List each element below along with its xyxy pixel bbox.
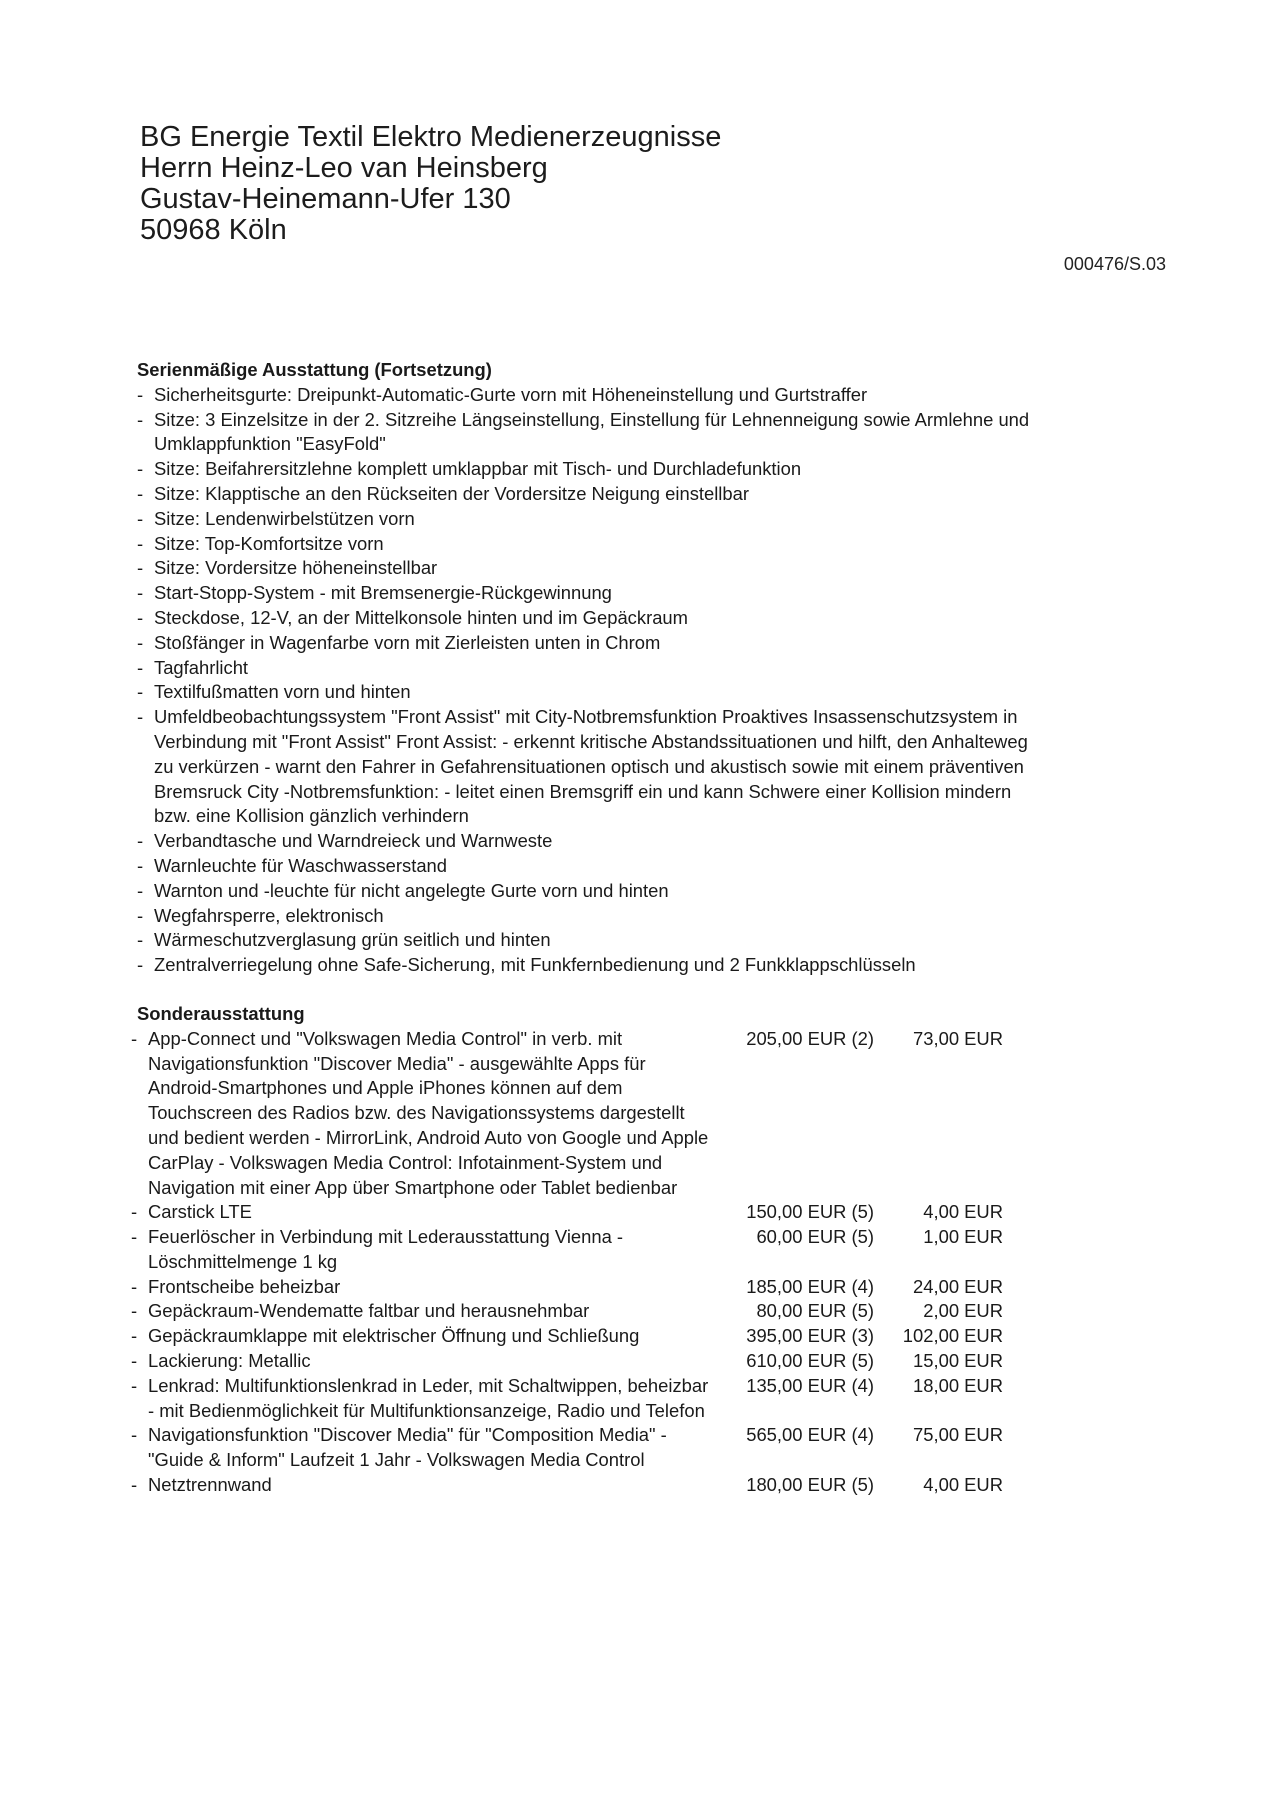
special-equipment-price: 60,00 EUR (5) [756, 1226, 874, 1248]
bullet-dash: - [131, 1474, 138, 1496]
bullet-dash: - [137, 954, 144, 976]
standard-equipment-text: Umfeldbeobachtungssystem "Front Assist" mit City-Notbremsfunktion Proaktives Insassenschutzsystem in Verbindung mit "Front Assist" Front Assist: - erkennt kritische Abstandssituationen und hilft, den Anhalteweg zu verkürzen - warnt den Fahrer in Gefahrensituationen optisch und akustisch sowie mit einem präventiven Bremsruck City -Notbremsfunktion: - leitet einen Bremsgriff ein und kann Schwere einer Kollision mindern bzw. eine Kollision gänzlich verhindern [154, 706, 1028, 827]
special-equipment-rate: 102,00 EUR [902, 1325, 1003, 1347]
standard-equipment-item [137, 953, 1037, 978]
standard-equipment-text: Stoßfänger in Wagenfarbe vorn mit Zierleisten unten in Chrom [154, 631, 661, 653]
special-equipment-text: App-Connect und "Volkswagen Media Control" in verb. mit Navigationsfunktion "Discover Media" - ausgewählte Apps für Android-Smartphones und Apple iPhones können auf dem Touchscreen des Radios bzw. des Navigationssystems dargestellt und bedient werden - MirrorLink, Android Auto von Google und Apple CarPlay - Volkswagen Media Control: Infotainment-System und Navigation mit einer App über Smartphone oder Tablet bedienbar [148, 1027, 709, 1198]
bullet-dash: - [137, 929, 144, 951]
bullet-dash: - [137, 532, 144, 554]
standard-equipment-item [137, 928, 1037, 953]
bullet-dash: - [137, 507, 144, 529]
special-equipment-item [131, 1324, 1037, 1349]
special-equipment-text: Feuerlöscher in Verbindung mit Lederausstattung Vienna - Löschmittelmenge 1 kg [148, 1226, 624, 1272]
special-equipment-item [131, 1299, 1037, 1324]
special-equipment-price: 610,00 EUR (5) [746, 1350, 874, 1372]
special-equipment-price: 205,00 EUR (2) [746, 1027, 874, 1049]
bullet-dash: - [137, 879, 144, 901]
bullet-dash: - [131, 1325, 138, 1347]
bullet-dash: - [137, 830, 144, 852]
standard-equipment-text: Sitze: Vordersitze höheneinstellbar [154, 557, 438, 579]
section-spacer [137, 978, 1037, 1002]
address-line-name: Herrn Heinz-Leo van Heinsberg [140, 152, 548, 184]
bullet-dash: - [137, 656, 144, 678]
special-equipment-text: Netztrennwand [148, 1474, 272, 1496]
standard-equipment-item [137, 482, 1037, 507]
standard-equipment-text: Start-Stopp-System - mit Bremsenergie-Rückgewinnung [154, 582, 612, 604]
special-equipment-rate: 4,00 EUR [923, 1474, 1003, 1496]
standard-equipment-text: Wärmeschutzverglasung grün seitlich und hinten [154, 929, 551, 951]
address-line-company: BG Energie Textil Elektro Medienerzeugnisse [140, 121, 722, 153]
special-equipment-price: 135,00 EUR (4) [746, 1374, 874, 1396]
standard-equipment-title: Serienmäßige Ausstattung (Fortsetzung) [137, 359, 492, 380]
special-equipment-text: Gepäckraumklappe mit elektrischer Öffnung und Schließung [148, 1325, 640, 1347]
special-equipment-price: 185,00 EUR (4) [746, 1275, 874, 1297]
bullet-dash: - [137, 854, 144, 876]
standard-equipment-text: Tagfahrlicht [154, 656, 249, 678]
bullet-dash: - [131, 1027, 138, 1049]
standard-equipment-item [137, 656, 1037, 681]
bullet-dash: - [131, 1424, 138, 1446]
standard-equipment-item [137, 556, 1037, 581]
standard-equipment-text: Warnleuchte für Waschwasserstand [154, 854, 448, 876]
special-equipment-title: Sonderausstattung [137, 1002, 305, 1024]
standard-equipment-text: Wegfahrsperre, elektronisch [154, 904, 384, 926]
special-equipment-text: Carstick LTE [148, 1201, 252, 1223]
bullet-dash: - [131, 1275, 138, 1297]
standard-equipment-text: Sicherheitsgurte: Dreipunkt-Automatic-Gurte vorn mit Höheneinstellung und Gurtstraffer [154, 383, 868, 405]
special-equipment-item [131, 1200, 1037, 1225]
address-line-street: Gustav-Heinemann-Ufer 130 [140, 183, 511, 215]
standard-equipment-text: Zentralverriegelung ohne Safe-Sicherung, mit Funkfernbedienung und 2 Funkklappschlüsseln [154, 954, 916, 976]
standard-equipment-item [137, 457, 1037, 482]
bullet-dash: - [137, 706, 144, 728]
bullet-dash: - [137, 606, 144, 628]
standard-equipment-item [137, 581, 1037, 606]
special-equipment-item [131, 1275, 1037, 1300]
bullet-dash: - [137, 631, 144, 653]
special-equipment-list [131, 1027, 1037, 1498]
special-equipment-rate: 4,00 EUR [923, 1201, 1003, 1223]
special-equipment-rate: 24,00 EUR [913, 1275, 1003, 1297]
bullet-dash: - [137, 458, 144, 480]
special-equipment-item [131, 1423, 1037, 1473]
standard-equipment-item [137, 854, 1037, 879]
bullet-dash: - [137, 482, 144, 504]
standard-equipment-text: Verbandtasche und Warndreieck und Warnweste [154, 830, 553, 852]
special-equipment-item [131, 1473, 1037, 1498]
special-equipment-rate: 2,00 EUR [923, 1300, 1003, 1322]
special-equipment-text: Gepäckraum-Wendematte faltbar und herausnehmbar [148, 1300, 590, 1322]
special-equipment-text: Lackierung: Metallic [148, 1350, 311, 1372]
special-equipment-rate: 18,00 EUR [913, 1374, 1003, 1396]
standard-equipment-item [137, 606, 1037, 631]
bullet-dash: - [131, 1350, 138, 1372]
standard-equipment-item [137, 904, 1037, 929]
standard-equipment-item [137, 532, 1037, 557]
standard-equipment-text: Sitze: 3 Einzelsitze in der 2. Sitzreihe Längseinstellung, Einstellung für Lehnenneigung sowie Armlehne und Umklappfunktion "EasyFold" [154, 408, 1030, 455]
special-equipment-item [131, 1027, 1037, 1201]
special-equipment-rate: 75,00 EUR [913, 1424, 1003, 1446]
bullet-dash: - [137, 557, 144, 579]
special-equipment-item [131, 1374, 1037, 1424]
bullet-dash: - [131, 1300, 138, 1322]
bullet-dash: - [137, 408, 144, 430]
standard-equipment-item [137, 705, 1037, 829]
document-reference: 000476/S.03 [1063, 254, 1166, 274]
special-equipment-rate: 73,00 EUR [913, 1027, 1003, 1049]
bullet-dash: - [137, 582, 144, 604]
document-body [131, 358, 1037, 1498]
standard-equipment-text: Textilfußmatten vorn und hinten [154, 681, 411, 703]
special-equipment-price: 80,00 EUR (5) [756, 1300, 874, 1322]
standard-equipment-text: Sitze: Lendenwirbelstützen vorn [154, 507, 415, 529]
standard-equipment-text: Steckdose, 12-V, an der Mittelkonsole hinten und im Gepäckraum [154, 606, 688, 628]
bullet-dash: - [131, 1374, 138, 1396]
special-equipment-price: 565,00 EUR (4) [746, 1424, 874, 1446]
bullet-dash: - [137, 681, 144, 703]
standard-equipment-item [137, 680, 1037, 705]
special-equipment-item [131, 1225, 1037, 1275]
special-equipment-price: 150,00 EUR (5) [746, 1201, 874, 1223]
special-equipment-rate: 1,00 EUR [923, 1226, 1003, 1248]
standard-equipment-text: Sitze: Klapptische an den Rückseiten der Vordersitze Neigung einstellbar [154, 482, 749, 504]
special-equipment-price: 180,00 EUR (5) [746, 1474, 874, 1496]
bullet-dash: - [137, 383, 144, 405]
special-equipment-text: Frontscheibe beheizbar [148, 1275, 341, 1297]
special-equipment-text: Lenkrad: Multifunktionslenkrad in Leder, mit Schaltwippen, beheizbar - mit Bedienmöglichkeit für Multifunktionsanzeige, Radio und Telefon [148, 1374, 709, 1421]
special-equipment-rate: 15,00 EUR [913, 1350, 1003, 1372]
standard-equipment-item [137, 507, 1037, 532]
standard-equipment-text: Warnton und -leuchte für nicht angelegte Gurte vorn und hinten [154, 879, 669, 901]
special-equipment-price: 395,00 EUR (3) [746, 1325, 874, 1347]
bullet-dash: - [131, 1226, 138, 1248]
address-line-city: 50968 Köln [140, 214, 287, 246]
standard-equipment-item [137, 383, 1037, 408]
special-equipment-item [131, 1349, 1037, 1374]
special-equipment-text: Navigationsfunktion "Discover Media" für "Composition Media" - "Guide & Inform" Laufzeit 1 Jahr - Volkswagen Media Control [148, 1424, 667, 1471]
standard-equipment-item [137, 631, 1037, 656]
bullet-dash: - [137, 904, 144, 926]
standard-equipment-item [137, 829, 1037, 854]
standard-equipment-text: Sitze: Top-Komfortsitze vorn [154, 532, 384, 554]
bullet-dash: - [131, 1201, 138, 1223]
standard-equipment-item [137, 408, 1037, 458]
recipient-address [140, 122, 721, 246]
standard-equipment-item [137, 879, 1037, 904]
standard-equipment-text: Sitze: Beifahrersitzlehne komplett umklappbar mit Tisch- und Durchladefunktion [154, 458, 802, 480]
standard-equipment-list [137, 383, 1037, 978]
